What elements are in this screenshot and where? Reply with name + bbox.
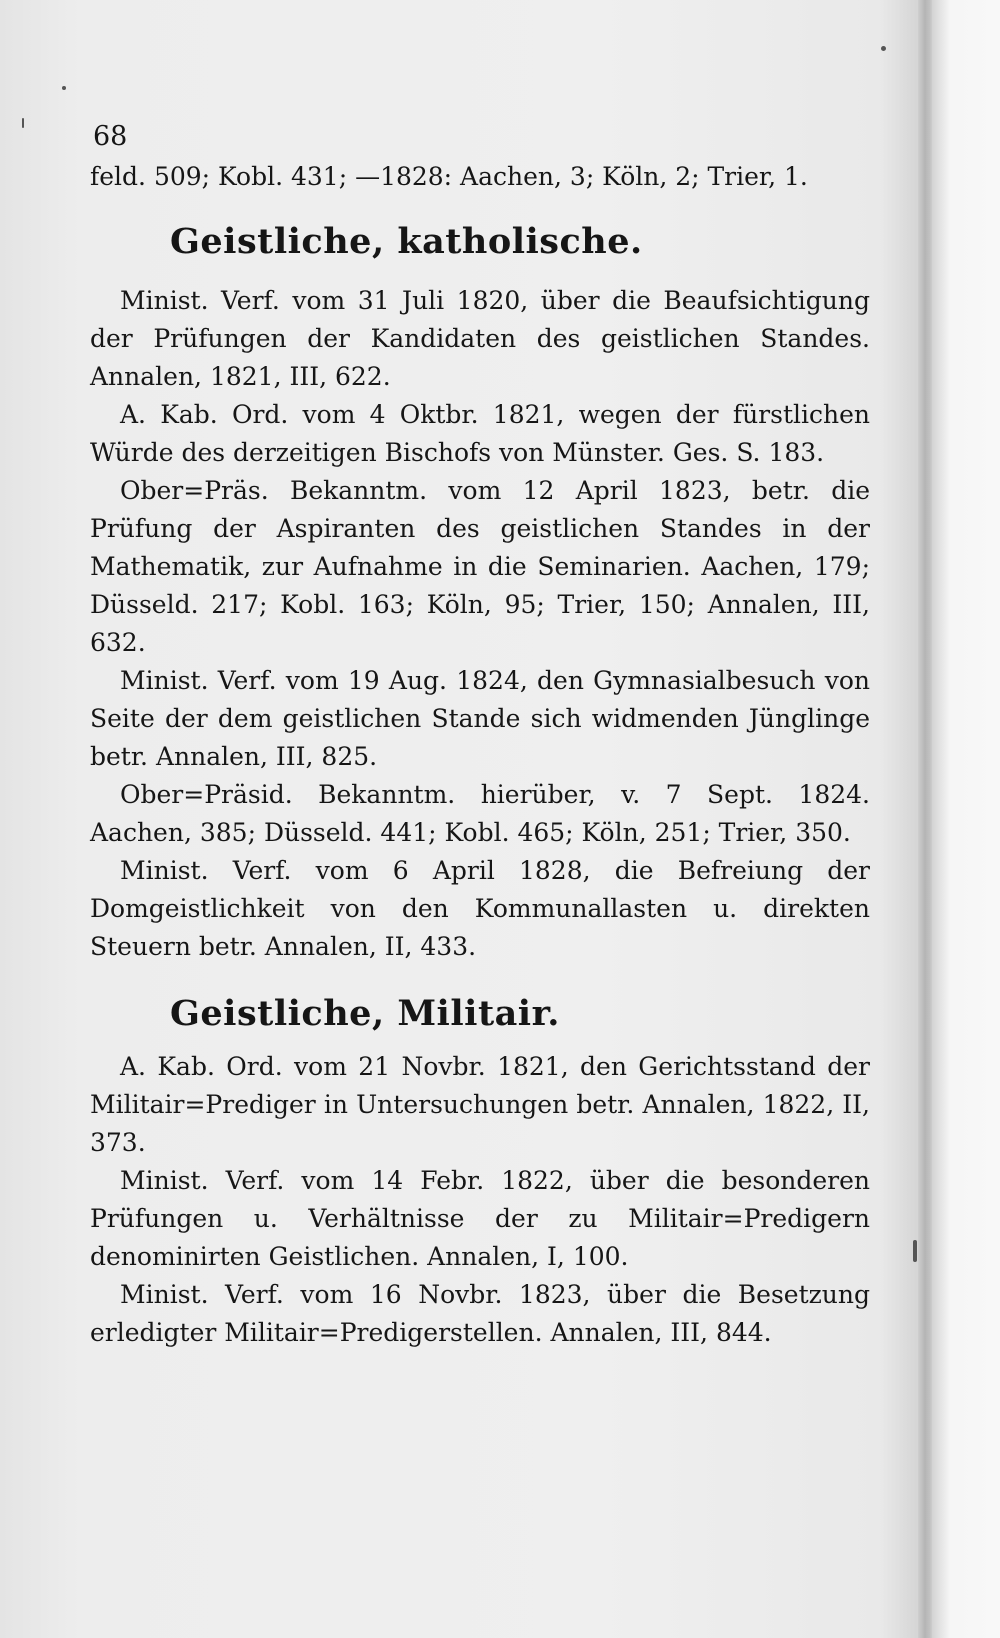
entry-paragraph: Ober=Präs. Bekanntm. vom 12 April 1823, betr. die Prüfung der Aspiranten des geistlichen Standes in der Mathematik, zur Aufnahme in die Seminarien. Aachen, 179; Düsseld. 217; Kobl. 163; Köln, 95; Trier, 150; Annalen, III, 632. (90, 476, 870, 657)
page-text (90, 118, 870, 1352)
entry-paragraph: Minist. Verf. vom 14 Febr. 1822, über die besonderen Prüfungen u. Verhältnisse der zu Militair=Predigern denominirten Geistlichen. Annalen, I, 100. (90, 1166, 870, 1271)
entry-paragraph: Minist. Verf. vom 6 April 1828, die Befreiung der Domgeistlichkeit von den Kommunallasten u. direkten Steuern betr. Annalen, II, 433. (90, 856, 870, 961)
entry-paragraph: Ober=Präsid. Bekanntm. hierüber, v. 7 Sept. 1824. Aachen, 385; Düsseld. 441; Kobl. 465; Köln, 251; Trier, 350. (90, 780, 870, 847)
paper-speck (913, 1240, 917, 1262)
continuation-paragraph: feld. 509; Kobl. 431; —1828: Aachen, 3; Köln, 2; Trier, 1. (90, 162, 808, 191)
section-heading: Geistliche, katholische. (170, 221, 643, 262)
entry-paragraph: A. Kab. Ord. vom 4 Oktbr. 1821, wegen der fürstlichen Würde des derzeitigen Bischofs von Münster. Ges. S. 183. (90, 400, 870, 467)
paper-speck (22, 118, 24, 128)
paper-speck (62, 86, 66, 90)
entry-paragraph: Minist. Verf. vom 19 Aug. 1824, den Gymnasialbesuch von Seite der dem geistlichen Stande sich widmenden Jünglinge betr. Annalen, III, 825. (90, 666, 870, 771)
entry-paragraph: Minist. Verf. vom 16 Novbr. 1823, über die Besetzung erledigter Militair=Predigerstellen. Annalen, III, 844. (90, 1280, 870, 1347)
page-number: 68 (93, 121, 128, 152)
entry-paragraph: Minist. Verf. vom 31 Juli 1820, über die Beaufsichtigung der Prüfungen der Kandidaten des geistlichen Standes. Annalen, 1821, III, 622. (90, 286, 870, 391)
section-heading: Geistliche, Militair. (170, 993, 560, 1034)
entry-paragraph: A. Kab. Ord. vom 21 Novbr. 1821, den Gerichtsstand der Militair=Prediger in Untersuchungen betr. Annalen, 1822, II, 373. (90, 1052, 870, 1157)
page-gutter (918, 0, 932, 1638)
paper-speck (881, 46, 886, 51)
